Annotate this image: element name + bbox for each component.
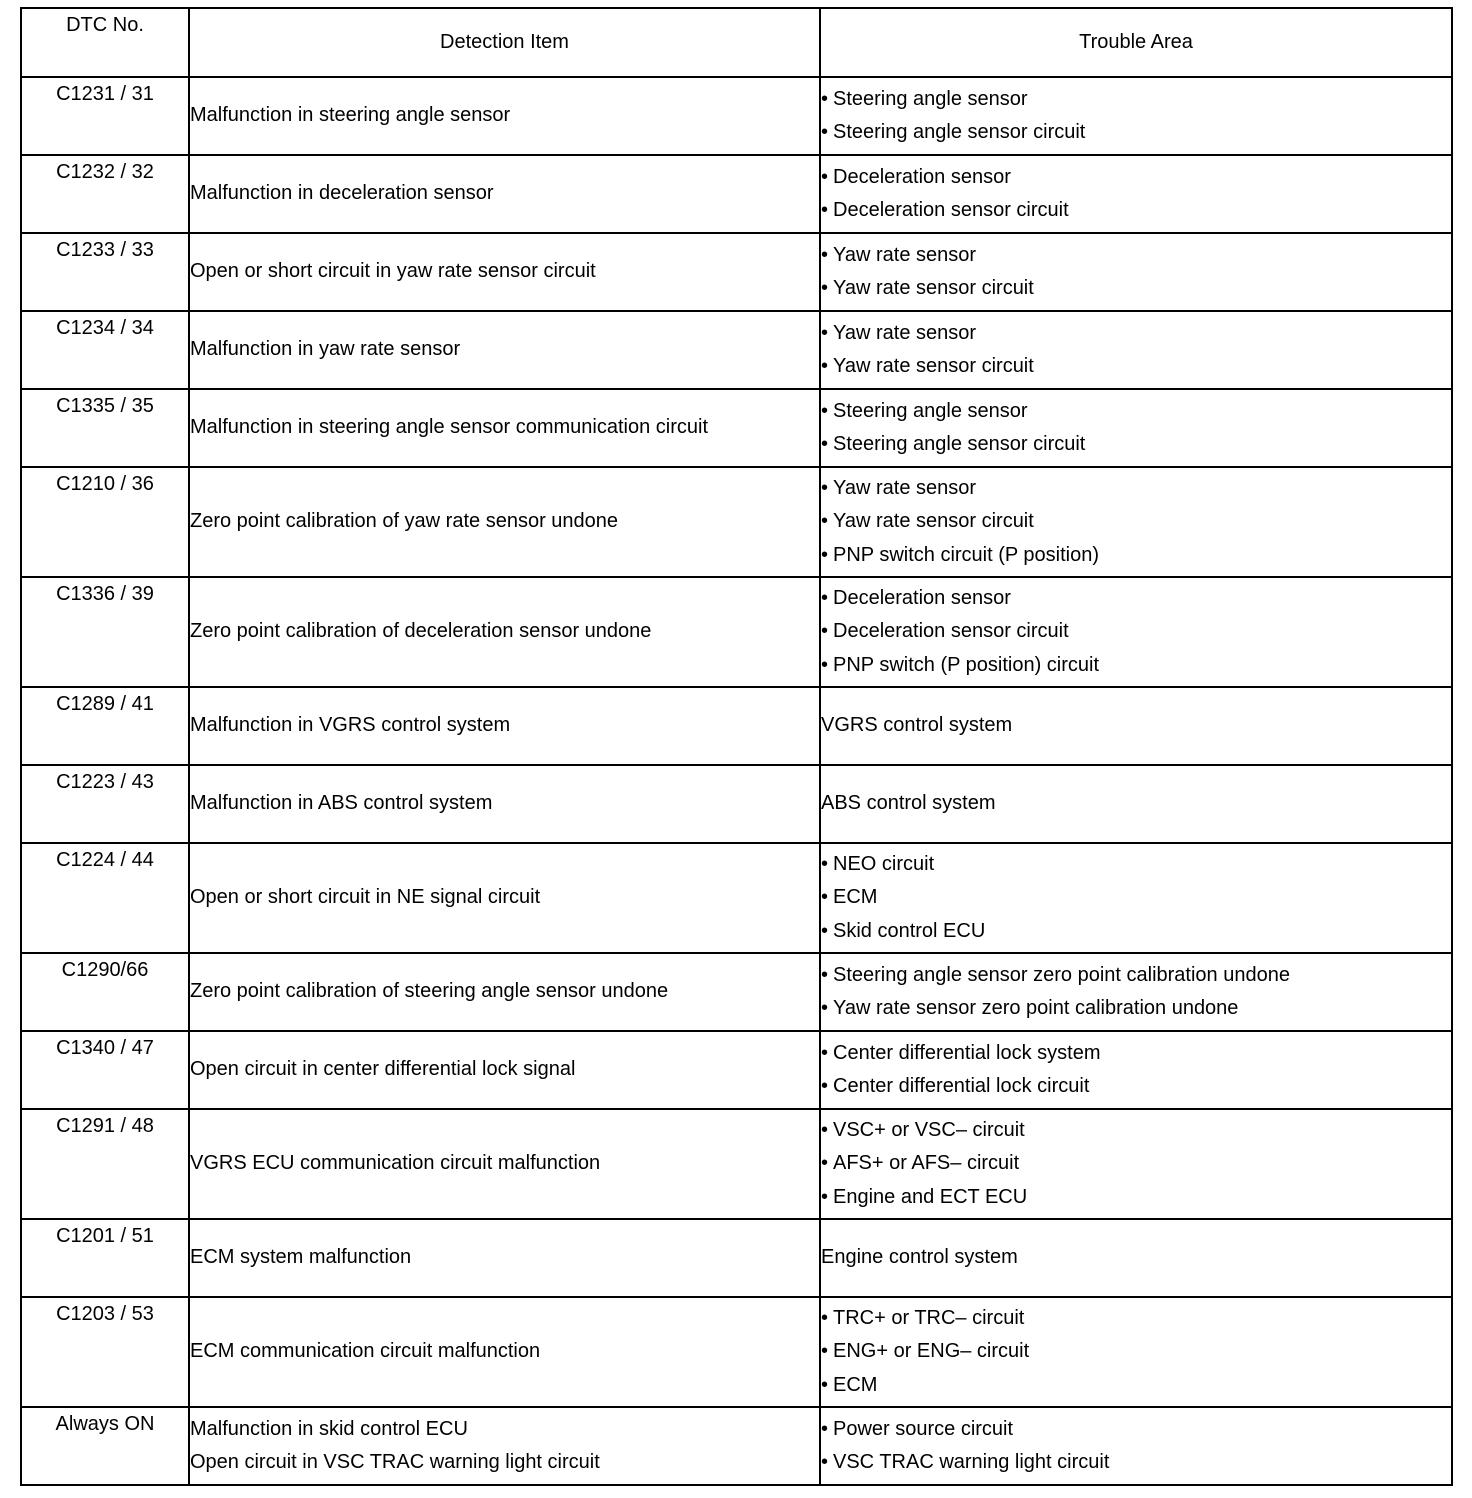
- trouble-area-bullet-item: • Steering angle sensor zero point calibration undone: [821, 959, 1451, 993]
- trouble-area-cell: [820, 1109, 1452, 1219]
- table-row: [21, 953, 1452, 1031]
- trouble-area-bullet-item: • Steering angle sensor circuit: [821, 428, 1451, 462]
- dtc-code-cell: C1335 / 35: [21, 389, 189, 467]
- trouble-area-bullet-item: • Center differential lock system: [821, 1037, 1451, 1071]
- dtc-code-cell: C1291 / 48: [21, 1109, 189, 1219]
- detection-item-text: Malfunction in steering angle sensor communication circuit: [190, 416, 709, 439]
- dtc-code-cell: C1232 / 32: [21, 155, 189, 233]
- trouble-area-cell: [820, 1297, 1452, 1407]
- table-row: [21, 155, 1452, 233]
- dtc-code-cell: C1203 / 53: [21, 1297, 189, 1407]
- detection-item-cell: [189, 77, 820, 155]
- detection-item-text: Zero point calibration of deceleration sensor undone: [190, 620, 652, 643]
- detection-item-text: Malfunction in VGRS control system: [190, 714, 511, 737]
- detection-item-text: Open or short circuit in NE signal circuit: [190, 886, 541, 909]
- trouble-area-bullet-item: • Deceleration sensor circuit: [821, 615, 1451, 649]
- trouble-area-bullet-item: • PNP switch circuit (P position): [821, 539, 1451, 573]
- header-detection-item: Detection Item: [189, 8, 820, 77]
- trouble-area-cell: [820, 389, 1452, 467]
- table-row: [21, 1109, 1452, 1219]
- table-row: [21, 77, 1452, 155]
- trouble-area-text: ABS control system: [821, 792, 996, 815]
- detection-item-text: Open or short circuit in yaw rate sensor circuit: [190, 260, 596, 283]
- trouble-area-cell: [820, 765, 1452, 843]
- detection-item-cell: [189, 155, 820, 233]
- detection-item-text: ECM system malfunction: [190, 1246, 412, 1269]
- table-row: [21, 577, 1452, 687]
- trouble-area-bullet-item: • ECM: [821, 881, 1451, 915]
- trouble-area-text: Engine control system: [821, 1246, 1018, 1269]
- dtc-table: [20, 7, 1453, 1486]
- detection-item-text: Zero point calibration of yaw rate sensor undone: [190, 510, 619, 533]
- detection-item-cell: [189, 843, 820, 953]
- detection-item-text: ECM communication circuit malfunction: [190, 1340, 541, 1363]
- table-row: [21, 1407, 1452, 1485]
- trouble-area-bullet-item: • Center differential lock circuit: [821, 1070, 1451, 1104]
- header-dtc-no: DTC No.: [21, 8, 189, 77]
- trouble-area-bullet-item: • Power source circuit: [821, 1413, 1451, 1447]
- table-body: [21, 77, 1452, 1485]
- trouble-area-bullet-item: • ECM: [821, 1369, 1451, 1403]
- detection-item-cell: [189, 311, 820, 389]
- table-row: [21, 467, 1452, 577]
- detection-item-text: Zero point calibration of steering angle sensor undone: [190, 980, 669, 1003]
- table-row: [21, 389, 1452, 467]
- detection-item-text: Open circuit in center differential lock signal: [190, 1058, 576, 1081]
- trouble-area-bullet-item: • PNP switch (P position) circuit: [821, 649, 1451, 683]
- trouble-area-bullet-item: • Deceleration sensor circuit: [821, 194, 1451, 228]
- detection-item-cell: [189, 389, 820, 467]
- detection-item-cell: [189, 1109, 820, 1219]
- trouble-area-cell: [820, 577, 1452, 687]
- trouble-area-bullet-item: • NEO circuit: [821, 848, 1451, 882]
- detection-item-text: Malfunction in ABS control system: [190, 792, 493, 815]
- detection-item-cell: [189, 577, 820, 687]
- trouble-area-bullet-item: • Steering angle sensor circuit: [821, 116, 1451, 150]
- table-row: [21, 233, 1452, 311]
- dtc-code-cell: C1210 / 36: [21, 467, 189, 577]
- trouble-area-cell: [820, 233, 1452, 311]
- dtc-code-cell: C1201 / 51: [21, 1219, 189, 1297]
- detection-item-cell: [189, 1219, 820, 1297]
- dtc-code-cell: C1290/66: [21, 953, 189, 1031]
- table-row: [21, 311, 1452, 389]
- trouble-area-bullet-item: • Engine and ECT ECU: [821, 1181, 1451, 1215]
- dtc-code-cell: C1234 / 34: [21, 311, 189, 389]
- trouble-area-cell: [820, 77, 1452, 155]
- dtc-code-cell: C1289 / 41: [21, 687, 189, 765]
- dtc-code-cell: C1223 / 43: [21, 765, 189, 843]
- trouble-area-cell: [820, 843, 1452, 953]
- table-row: [21, 1297, 1452, 1407]
- trouble-area-bullet-item: • Yaw rate sensor: [821, 472, 1451, 506]
- header-trouble-area: Trouble Area: [820, 8, 1452, 77]
- trouble-area-cell: [820, 953, 1452, 1031]
- dtc-code-cell: Always ON: [21, 1407, 189, 1485]
- detection-item-cell: [189, 1407, 820, 1485]
- trouble-area-bullet-item: • Deceleration sensor: [821, 582, 1451, 616]
- detection-item-cell: [189, 1297, 820, 1407]
- trouble-area-bullet-item: • Yaw rate sensor: [821, 239, 1451, 273]
- trouble-area-bullet-item: • Steering angle sensor: [821, 395, 1451, 429]
- detection-item-cell: [189, 233, 820, 311]
- trouble-area-bullet-item: • VSC+ or VSC– circuit: [821, 1114, 1451, 1148]
- dtc-code-cell: C1336 / 39: [21, 577, 189, 687]
- trouble-area-bullet-item: • Steering angle sensor: [821, 83, 1451, 117]
- dtc-code-cell: C1224 / 44: [21, 843, 189, 953]
- table-row: [21, 843, 1452, 953]
- trouble-area-bullet-item: • Yaw rate sensor circuit: [821, 505, 1451, 539]
- dtc-code-cell: C1231 / 31: [21, 77, 189, 155]
- trouble-area-text: VGRS control system: [821, 714, 1013, 737]
- trouble-area-bullet-item: • Yaw rate sensor circuit: [821, 272, 1451, 306]
- trouble-area-bullet-item: • Yaw rate sensor circuit: [821, 350, 1451, 384]
- table-row: [21, 687, 1452, 765]
- trouble-area-cell: [820, 467, 1452, 577]
- detection-item-text: Malfunction in steering angle sensor: [190, 104, 511, 127]
- table-row: [21, 765, 1452, 843]
- trouble-area-cell: [820, 1407, 1452, 1485]
- detection-item-cell: [189, 687, 820, 765]
- trouble-area-bullet-item: • Yaw rate sensor zero point calibration undone: [821, 992, 1451, 1026]
- trouble-area-bullet-item: • ENG+ or ENG– circuit: [821, 1335, 1451, 1369]
- trouble-area-bullet-item: • TRC+ or TRC– circuit: [821, 1302, 1451, 1336]
- table-header-row: [21, 8, 1452, 77]
- detection-item-cell: [189, 765, 820, 843]
- detection-item-text: Malfunction in skid control ECU: [190, 1417, 468, 1440]
- detection-item-text: VGRS ECU communication circuit malfunction: [190, 1152, 601, 1175]
- trouble-area-bullet-item: • Deceleration sensor: [821, 161, 1451, 195]
- detection-item-text: Malfunction in yaw rate sensor: [190, 338, 461, 361]
- detection-item-text: Open circuit in VSC TRAC warning light circuit: [190, 1451, 600, 1473]
- detection-item-cell: [189, 1031, 820, 1109]
- trouble-area-bullet-item: • Skid control ECU: [821, 915, 1451, 949]
- table-row: [21, 1219, 1452, 1297]
- trouble-area-bullet-item: • Yaw rate sensor: [821, 317, 1451, 351]
- trouble-area-cell: [820, 311, 1452, 389]
- trouble-area-cell: [820, 687, 1452, 765]
- trouble-area-cell: [820, 1219, 1452, 1297]
- trouble-area-cell: [820, 155, 1452, 233]
- detection-item-cell: [189, 953, 820, 1031]
- trouble-area-cell: [820, 1031, 1452, 1109]
- detection-item-text: Malfunction in deceleration sensor: [190, 182, 494, 205]
- dtc-code-cell: C1340 / 47: [21, 1031, 189, 1109]
- trouble-area-bullet-item: • VSC TRAC warning light circuit: [821, 1446, 1451, 1480]
- dtc-code-cell: C1233 / 33: [21, 233, 189, 311]
- table-row: [21, 1031, 1452, 1109]
- detection-item-cell: [189, 467, 820, 577]
- trouble-area-bullet-item: • AFS+ or AFS– circuit: [821, 1147, 1451, 1181]
